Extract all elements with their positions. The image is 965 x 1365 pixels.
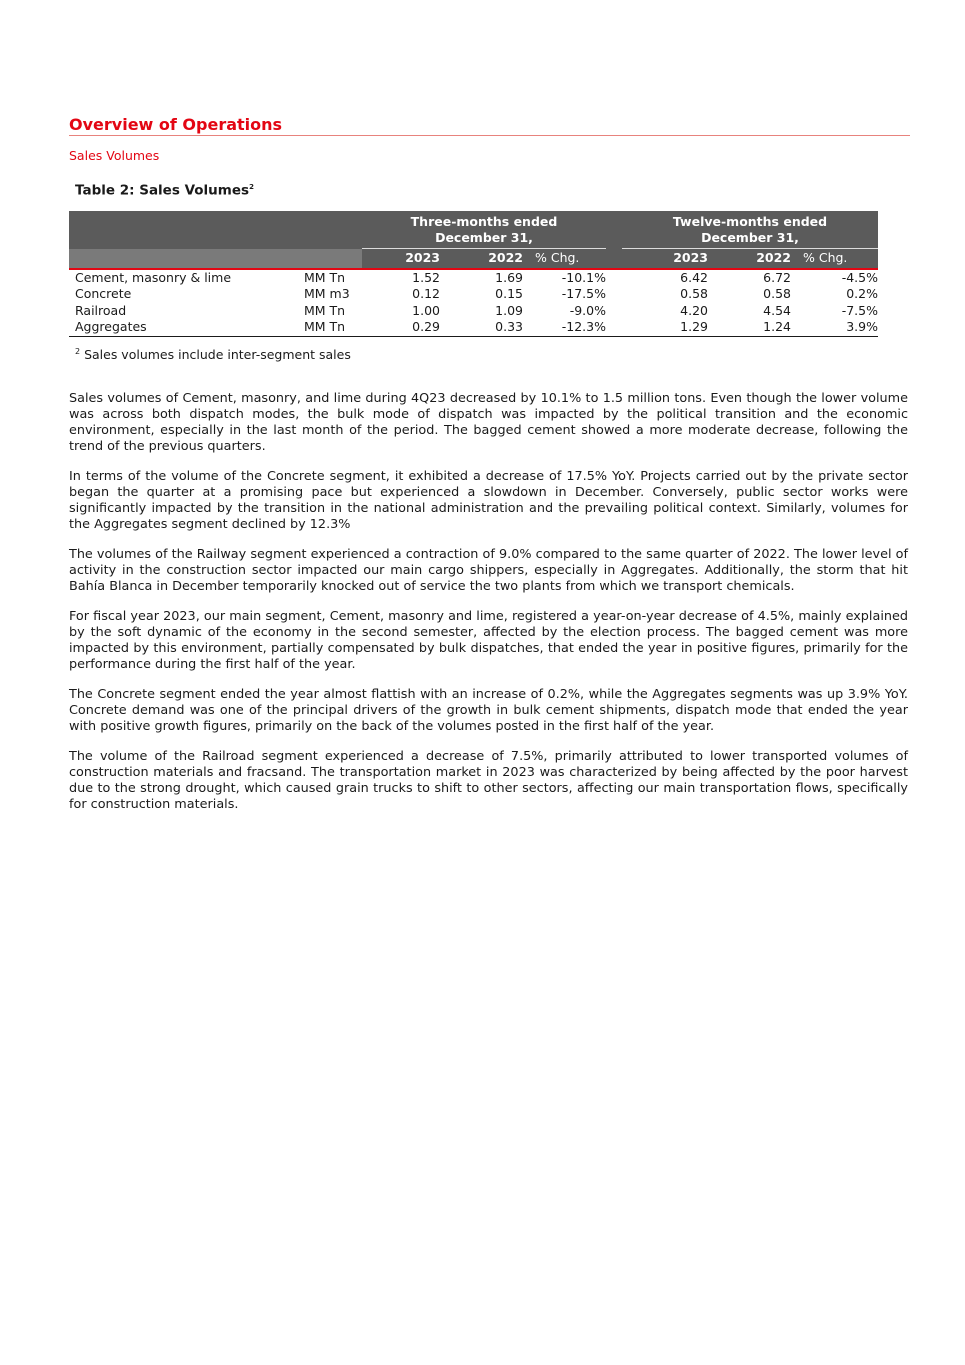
row-label: Concrete <box>75 286 132 301</box>
cell-y-2023: 1.29 <box>622 319 708 336</box>
section-title: Overview of Operations <box>69 116 910 136</box>
table-title <box>75 178 910 200</box>
header-blank <box>69 211 304 249</box>
cell-q-2023: 0.29 <box>362 319 440 336</box>
row-unit: MM m3 <box>304 286 350 301</box>
cell-y-2022: 0.58 <box>763 286 791 301</box>
cell-q-2023: 0.12 <box>412 286 440 301</box>
col-header-y-2022: 2022 <box>708 249 791 269</box>
group-header-three-months <box>362 211 606 249</box>
cell-y-chg: -7.5% <box>841 302 878 318</box>
cell-q-2022: 0.15 <box>495 286 523 301</box>
header-gap <box>606 211 622 249</box>
table-column-header-row <box>69 249 878 269</box>
row-unit: MM Tn <box>304 269 346 285</box>
table-row <box>69 269 878 287</box>
cell-gap <box>606 303 622 320</box>
paragraph: The volumes of the Railway segment experienced a contraction of 9.0% compared to the same quarter of 2022. The lower level of activity in the construction sector impacted our main cargo shippers, especially in Aggregates. Additionally, the storm that hit Bahía Blanca in December temporarily knocked out of service the two plants from which we transport chemicals. <box>69 547 908 594</box>
cell-y-chg: -4.5% <box>841 269 878 285</box>
row-label: Cement, masonry & lime <box>75 269 232 285</box>
body-text <box>69 391 908 813</box>
cell-y-chg: 3.9% <box>791 319 878 336</box>
cell-q-2022: 1.69 <box>495 269 523 285</box>
table-title-text: Table 2: Sales Volumes <box>75 182 250 199</box>
cell-gap <box>606 286 622 303</box>
group-three-months-line1: Three-months ended <box>410 213 558 229</box>
header-blank <box>69 249 304 269</box>
row-label: Aggregates <box>69 319 304 336</box>
cell-gap <box>606 269 622 287</box>
subsection-title: Sales Volumes <box>69 148 160 163</box>
group-three-months-line2: December 31, <box>435 230 533 245</box>
cell-y-2023: 4.20 <box>680 302 708 318</box>
cell-q-2022: 1.09 <box>495 302 523 318</box>
header-gap <box>606 249 622 269</box>
row-unit: MM Tn <box>304 302 346 318</box>
cell-y-2022: 1.24 <box>708 319 791 336</box>
header-blank <box>304 211 362 249</box>
cell-q-chg: -9.0% <box>569 302 606 318</box>
cell-q-chg: -10.1% <box>561 269 606 285</box>
paragraph: Sales volumes of Cement, masonry, and lime during 4Q23 decreased by 10.1% to 1.5 million tons. Even though the lower volume was across both dispatch modes, the bulk mode of dispatch was impacted by the political transition and the economic environment, especially in the last month of the period. The bagged cement showed a more moderate decrease, following the trend of the previous quarters. <box>69 391 908 454</box>
table-row <box>69 286 878 303</box>
paragraph: The Concrete segment ended the year almost flattish with an increase of 0.2%, while the Aggregates segments was up 3.9% YoY. Concrete demand was one of the principal drivers of the growth in bulk cement shipments, dispatch mode that ended the year with positive growth figures, primarily on the back of the volumes posted in the first half of the year. <box>69 687 908 734</box>
table-title-footnote-ref: 2 <box>249 183 254 191</box>
group-header-twelve-months <box>622 211 878 249</box>
row-unit: MM Tn <box>304 319 362 336</box>
col-header-y-pct: % Chg. <box>791 249 878 269</box>
cell-y-2023: 0.58 <box>680 286 708 301</box>
group-twelve-months-line2: December 31, <box>701 230 799 245</box>
cell-y-2022: 6.72 <box>763 269 791 285</box>
col-header-q-2022: 2022 <box>440 249 523 269</box>
footnote-text: Sales volumes include inter-segment sales <box>80 346 351 362</box>
paragraph: For fiscal year 2023, our main segment, Cement, masonry and lime, registered a year-on-year decrease of 4.5%, mainly explained by the soft dynamic of the economy in the second semester, affected by the election process. The bagged cement was more impacted by this environment, partially compensated by bulk dispatches, that ended the year in positive figures, primarily for the performance during the first half of the year. <box>69 609 908 672</box>
footnote-marker: 2 <box>75 346 81 356</box>
table-row <box>69 303 878 320</box>
paragraph: The volume of the Railroad segment experienced a decrease of 7.5%, primarily attributed to lower transported volumes of construction materials and fracsand. The transportation market in 2023 was characterized by being affected by the poor harvest due to the strong drought, which caused grain trucks to shift to other sectors, affecting our main transportation flows, specifically for construction materials. <box>69 749 908 812</box>
col-header-q-pct: % Chg. <box>523 249 606 269</box>
cell-q-chg: -17.5% <box>561 286 606 301</box>
group-twelve-months-line1: Twelve-months ended <box>672 213 828 229</box>
cell-q-2022: 0.33 <box>440 319 523 336</box>
table-group-header-row <box>69 211 878 249</box>
table-row <box>69 319 878 336</box>
sales-volumes-table <box>69 211 878 337</box>
header-blank <box>304 249 362 269</box>
cell-y-chg: 0.2% <box>846 286 878 301</box>
cell-q-chg: -12.3% <box>523 319 606 336</box>
cell-q-2023: 1.52 <box>412 269 440 285</box>
report-section <box>69 116 910 362</box>
col-header-y-2023: 2023 <box>622 249 708 269</box>
cell-y-2023: 6.42 <box>680 269 708 285</box>
table-footnote <box>75 344 910 362</box>
cell-q-2023: 1.00 <box>412 302 440 318</box>
row-label: Railroad <box>75 302 127 318</box>
paragraph: In terms of the volume of the Concrete segment, it exhibited a decrease of 17.5% YoY. Projects carried out by the private sector began the quarter at a promising pace but experienced a slowdown in December. Conversely, public sector works were significantly impacted by the transition in the national administration and the prevailing political context. Similarly, volumes for the Aggregates segment declined by 12.3% <box>69 469 908 532</box>
cell-gap <box>606 319 622 336</box>
cell-y-2022: 4.54 <box>763 302 791 318</box>
col-header-q-2023: 2023 <box>362 249 440 269</box>
